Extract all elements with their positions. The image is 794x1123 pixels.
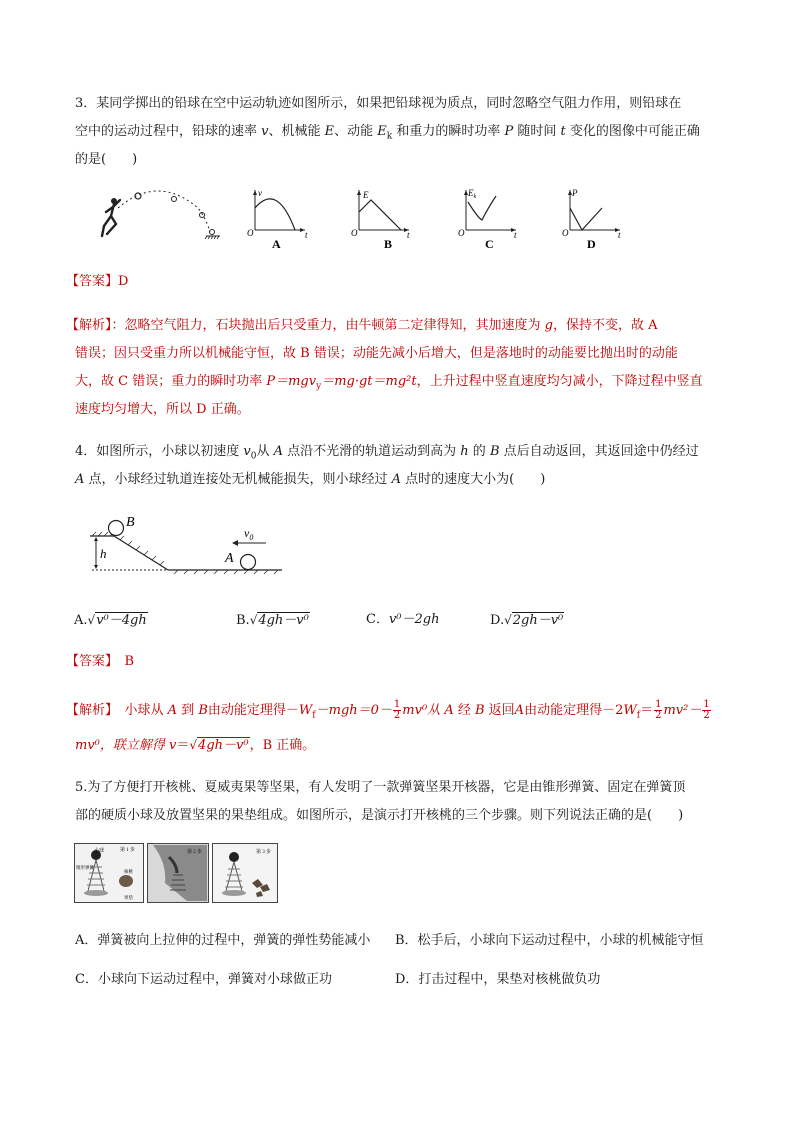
step3-photo: [212, 843, 278, 903]
graph-A: [243, 186, 313, 250]
q4-analysis-line1: 【解析】 小球从 A 到 B由动能定理得$-W_f-mgh=0-$ $\frac{1}{2}$ mv⁰从 A 经 B 返回A由动能定理得$-2W_f=$ $\frac{1}{2}$ mv²－ $\frac{1}{2}$: [66, 699, 710, 721]
q5-option-b[interactable]: B．松手后，小球向下运动过程中，小球的机械能守恒: [395, 933, 704, 948]
graph-B: [349, 186, 419, 250]
svg-text:O: O: [562, 228, 569, 238]
graph-C: [456, 186, 526, 250]
svg-text:A: A: [272, 237, 281, 250]
svg-text:Ek: $E_k$: [468, 188, 477, 200]
svg-text:核桃: 核桃: [124, 869, 133, 874]
q3-stem-line1: 3．某同学掷出的铅球在空中运动轨迹如图所示，如果把铅球视为质点，同时忽略空气阻力作用，则铅球在: [75, 96, 682, 111]
q3-analysis-line4: 速度均匀增大，所以 D 正确。: [75, 402, 250, 417]
q5-stem-line1: 5.为了方便打开核桃、夏威夷果等坚果，有人发明了一款弹簧坚果开核器，它是由锥形弹簧、固定在弹簧顶: [75, 780, 686, 795]
q4-stem-line1: 4．如图所示，小球以初速度 $v_0$从 A 点沿不光滑的轨道运动到高为 h 的 B 点后自动返回，其返回途中仍经过: [75, 444, 699, 462]
svg-text:第 1 步: 第 1 步: [120, 848, 136, 853]
svg-text:t: t: [305, 230, 308, 240]
q3-analysis-line2: 错误；因只受重力所以机械能守恒，故 B 错误；动能先减小后增大，但是落地时的动能要比抛出时的动能: [75, 346, 678, 361]
q5-option-d[interactable]: D．打击过程中，果垫对核桃做负功: [395, 972, 601, 987]
svg-text:t: t: [407, 230, 410, 240]
q4-stem-line2: A 点，小球经过轨道连接处无机械能损失，则小球经过 A 点时的速度大小为( ): [75, 472, 546, 487]
svg-text:D: D: [587, 237, 596, 250]
q5-stem-line2: 部的硬质小球及放置坚果的果垫组成。如图所示，是演示打开核桃的三个步骤。则下列说法正确的是( ): [75, 808, 684, 823]
step1-photo: [74, 843, 144, 903]
step2-photo: [147, 843, 209, 903]
svg-text:果垫: 果垫: [124, 895, 133, 900]
svg-text:h: h: [100, 546, 107, 561]
svg-text:O: O: [351, 228, 358, 238]
shotput-figure: [98, 188, 228, 240]
q4-option-d[interactable]: D.√2gh－v⁰: [490, 613, 564, 628]
svg-text:B: B: [384, 237, 393, 250]
q5-option-a[interactable]: A．弹簧被向上拉伸的过程中，弹簧的弹性势能减小: [75, 933, 371, 948]
svg-text:A: A: [225, 551, 234, 566]
q4-option-a[interactable]: A.√v⁰－4gh: [74, 613, 147, 628]
q4-option-c[interactable]: C．v⁰－2gh: [366, 612, 440, 627]
svg-text:C: C: [485, 237, 494, 250]
graph-D: [560, 186, 630, 250]
svg-text:P: P: [572, 188, 578, 198]
svg-text:第 3 步: 第 3 步: [256, 850, 272, 855]
svg-text:O: O: [458, 228, 465, 238]
q4-analysis-line2: mv⁰，联立解得 v＝√4gh－v⁰，B 正确。: [75, 738, 316, 753]
svg-text:小球: 小球: [94, 849, 105, 854]
q4-answer: 【答案】 B: [66, 654, 135, 669]
svg-text:v0: $v_0$: [244, 526, 254, 542]
q3-analysis-line3: 大，故 C 错误；重力的瞬时功率 P＝mgv$_y$＝mg·gt＝mg²t，上升过程中竖直速度均匀减小，下降过程中竖直: [75, 374, 703, 392]
svg-text:v: v: [258, 188, 262, 198]
q3-answer: 【答案】D: [66, 274, 129, 289]
q3-stem-line2: 空中的运动过程中，铅球的速率 v、机械能 E、动能 $E_k$ 和重力的瞬时功率 P 随时间 t 变化的图像中可能正确: [75, 124, 700, 142]
q3-analysis-line1: 【解析】：忽略空气阻力，石块抛出后只受重力，由牛顿第二定律得知，其加速度为 g，保持不变，故 A: [66, 318, 658, 333]
svg-text:第 2 步: 第 2 步: [187, 850, 203, 855]
svg-text:锥形弹簧: 锥形弹簧: [76, 865, 94, 870]
svg-text:E: E: [363, 190, 369, 200]
q3-stem-line3: 的是( ): [75, 152, 138, 167]
svg-text:O: O: [247, 228, 254, 238]
q5-option-c[interactable]: C．小球向下运动过程中，弹簧对小球做正功: [75, 972, 332, 987]
q4-option-b[interactable]: B.√4gh－v⁰: [236, 613, 309, 628]
svg-text:B: B: [126, 516, 135, 530]
track-figure: [84, 516, 286, 576]
svg-text:t: t: [514, 230, 517, 240]
svg-text:t: t: [618, 230, 621, 240]
